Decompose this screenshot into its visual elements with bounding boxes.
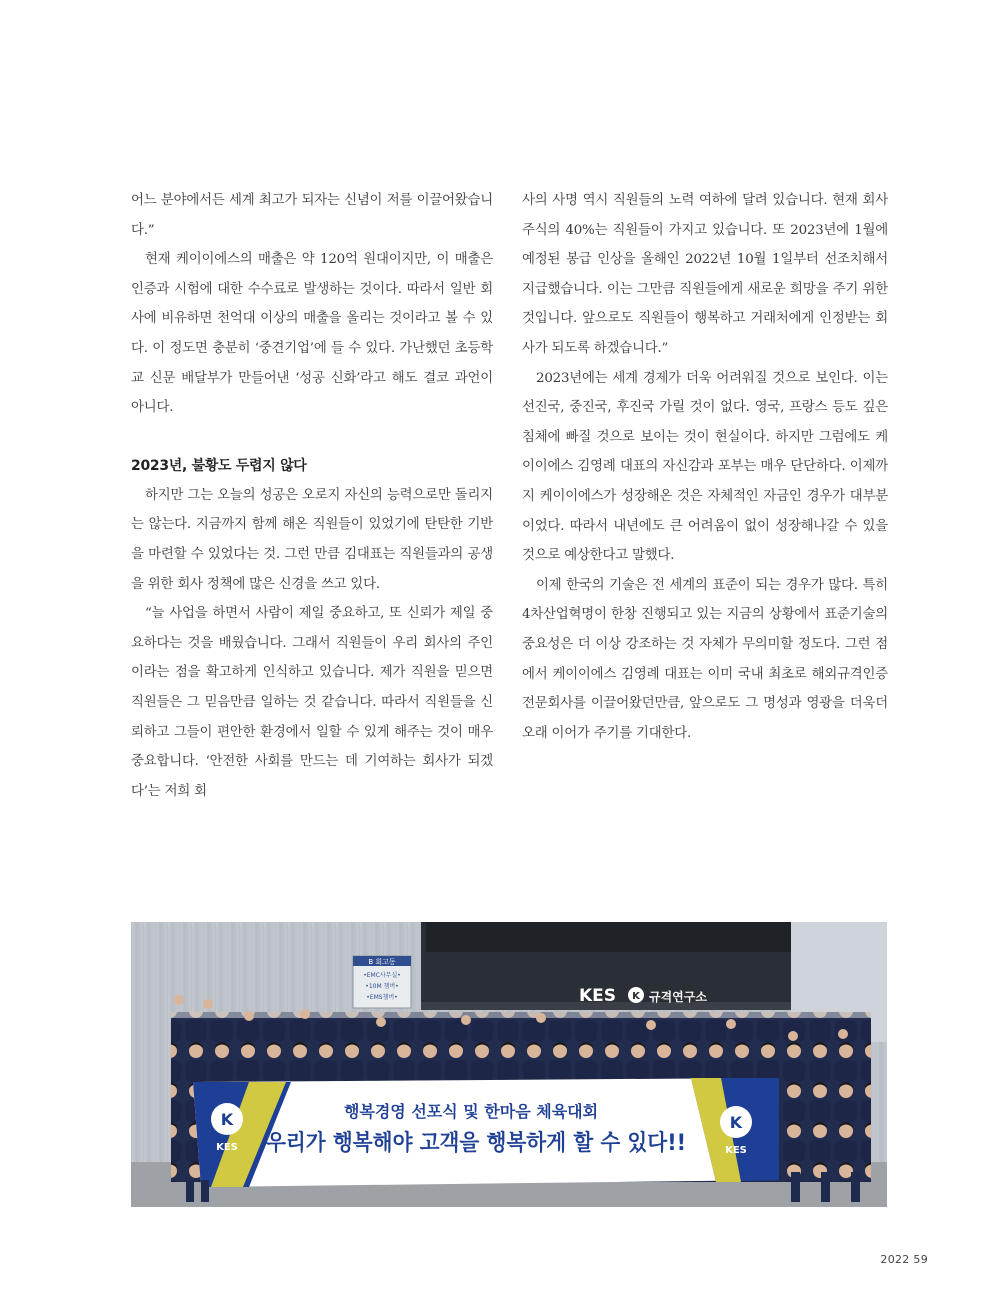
paragraph: 하지만 그는 오늘의 성공은 오로지 자신의 능력으로만 돌리지는 않는다. 지금까지 함께 해온 직원들이 있었기에 탄탄한 기반을 마련할 수 있었다는 것. 그런 만큼 김대표는 직원들과의 공생을 위한 회사 정책에 많은 신경을 쓰고 있다. [131,487,493,592]
banner-slogan: 우리가 행복해야 고객을 행복하게 할 수 있다!! [266,1131,715,1156]
svg-text:K: K [729,1113,743,1132]
wall-sign-title: B 회고동 [368,958,396,966]
svg-text:K: K [220,1110,234,1129]
paragraph: 어느 분야에서든 세계 최고가 되자는 신념이 저를 이끌어왔습니다.” [131,193,493,238]
paragraph: 현재 케이이에스의 매출은 약 120억 원대이지만, 이 매출은 인증과 시험에 대한 수수료로 발생하는 것이다. 따라서 일반 회사에 비유하면 천억대 이상의 매출을 올리는 것이라고 볼 수 있다. 이 정도면 충분히 ‘중견기업’에 들 수 있다. 가난했던 초등학교 신문 배달부가 만들어낸 ‘성공 신화’라고 해도 결코 과언이 아니다. [131,252,493,416]
building-sign-text: 규격연구소 [649,990,707,1004]
wall-sign-item: •10M 챔버• [365,983,399,990]
wall-sign-item: •EMS챔버• [366,994,398,1001]
event-banner [193,1078,779,1187]
svg-text:K: K [632,991,640,1002]
wall-sign [353,956,411,1008]
building-sign-logo: KES [579,986,617,1006]
banner-logo-text: KES [216,1142,238,1153]
banner-logo-text: KES [725,1145,747,1156]
group-photo [131,922,887,1207]
page-number: 2022 59 [880,1253,928,1266]
quote-paragraph: “늘 사업을 하면서 사람이 제일 중요하고, 또 신뢰가 제일 중요하다는 것을 배웠습니다. 그래서 직원들이 우리 회사의 주인이라는 점을 확고하게 인식하고 있습니다. 제가 직원을 믿으면 직원들은 그 믿음만큼 일하는 것 같습니다. 따라서 직원들을 신뢰하고 그들이 편안한 환경에서 일할 수 있게 해주는 것이 매우 중요합니다. ‘안전한 사회를 만드는 데 기여하는 회사가 되겠다’는 저희 회 [131,606,493,799]
paragraph: 2023년에는 세계 경제가 더욱 어려워질 것으로 보인다. 이는 선진국, 중진국, 후진국 가릴 것이 없다. 영국, 프랑스 등도 깊은 침체에 빠질 것으로 보이는 것이 현실이다. 하지만 그럼에도 케이이에스 김영례 대표의 자신감과 포부는 매우 단단하다. 이제까지 케이이에스가 성장해온 것은 자체적인 자금인 경우가 대부분이었다. 따라서 내년에도 큰 어려움이 없이 성장해나갈 수 있을 것으로 예상한다고 말했다. [522,370,888,564]
paragraph: 사의 사명 역시 직원들의 노력 여하에 달려 있습니다. 현재 회사 주식의 40%는 직원들이 가지고 있습니다. 또 2023년에 1월에 예정된 봉급 인상을 올해인 2022년 10월 1일부터 선조치해서 지급했습니다. 이는 그만큼 직원들에게 새로운 희망을 주기 위한 것입니다. 앞으로도 직원들이 행복하고 거래처에게 인정받는 회사가 되도록 하겠습니다.” [522,193,888,356]
article-left-column [131,186,493,806]
wall-sign-item: •EMC사무실• [363,972,401,979]
section-heading: 2023년, 불황도 두렵지 않다 [131,457,307,474]
article-right-column [522,186,888,748]
paragraph: 이제 한국의 기술은 전 세계의 표준이 되는 경우가 많다. 특히 4차산업혁명이 한창 진행되고 있는 지금의 상황에서 표준기술의 중요성은 더 이상 강조하는 것 자체가 무의미할 정도다. 그런 점에서 케이이에스 김영례 대표는 이미 국내 최초로 해외규격인증 전문회사를 이끌어왔던만큼, 앞으로도 그 명성과 영광을 더욱더 오래 이어가 주기를 기대한다. [522,577,888,741]
banner-title: 행복경영 선포식 및 한마음 체육대회 [343,1102,599,1121]
